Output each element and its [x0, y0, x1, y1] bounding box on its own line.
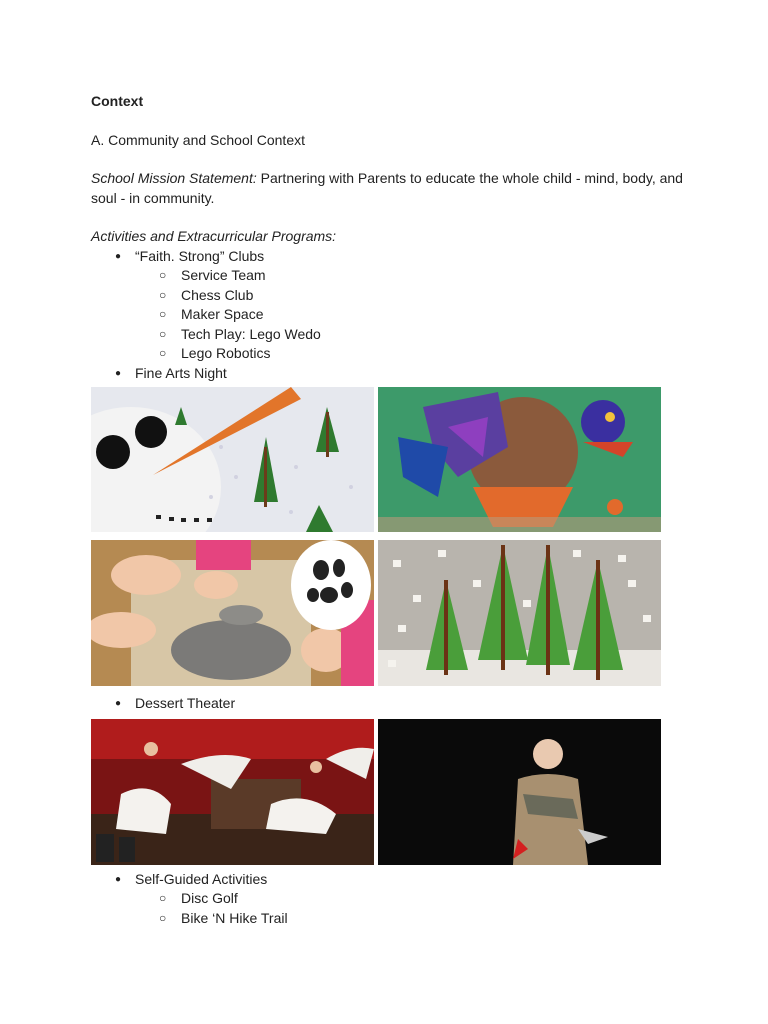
sub-bullet-icon: ○	[159, 287, 167, 302]
sub-bullet-icon: ○	[159, 891, 167, 905]
list-item: ○ Disc Golf	[91, 889, 691, 909]
list-item: ● Dessert Theater	[91, 694, 691, 714]
activities-list-3	[91, 870, 691, 929]
mission-text-2: soul - in community.	[91, 189, 215, 206]
list-item: ● “Faith. Strong” Clubs	[91, 247, 691, 267]
list-item: ○ Chess Club	[91, 286, 691, 306]
list-item: ● Fine Arts Night	[91, 364, 691, 384]
list-item: ○ Lego Robotics	[91, 344, 691, 364]
list-item: ● Self-Guided Activities	[91, 870, 691, 890]
sub-bullet-icon: ○	[159, 346, 167, 360]
document-heading: Context	[91, 93, 144, 109]
mission-text-1: Partnering with Parents to educate the whole child - mind, body, and	[256, 170, 683, 186]
sub-bullet-icon: ○	[159, 307, 167, 321]
pine-trees-painting-image	[378, 540, 661, 686]
sub-bullet-icon: ○	[159, 910, 167, 925]
dessert-theater-photo-grid	[91, 719, 661, 865]
fine-arts-photo-grid	[91, 387, 661, 687]
list-item: ○ Tech Play: Lego Wedo	[91, 325, 691, 345]
activities-label: Activities and Extracurricular Programs:	[91, 228, 337, 244]
snowman-painting-image	[91, 387, 374, 532]
actor-on-stage-image	[378, 719, 661, 865]
list-item: ○ Bike ‘N Hike Trail	[91, 909, 691, 929]
list-item: ○ Service Team	[91, 266, 691, 286]
activities-list	[91, 247, 691, 384]
bullet-icon: ●	[115, 250, 122, 262]
ballet-dancers-stage-image	[91, 719, 374, 865]
bullet-icon: ●	[115, 873, 122, 885]
section-title: A. Community and School Context	[91, 131, 305, 148]
bullet-icon: ●	[115, 698, 122, 709]
mission-label: School Mission Statement:	[91, 170, 257, 186]
sub-bullet-icon: ○	[159, 268, 167, 282]
document-page	[91, 92, 691, 928]
collage-fish-bowl-image	[378, 387, 661, 532]
activities-list-2	[91, 694, 691, 714]
mission-statement	[91, 169, 691, 208]
list-item: ○ Maker Space	[91, 305, 691, 325]
sub-bullet-icon: ○	[159, 326, 167, 341]
clay-sculpting-image	[91, 540, 374, 686]
bullet-icon: ●	[115, 367, 122, 379]
